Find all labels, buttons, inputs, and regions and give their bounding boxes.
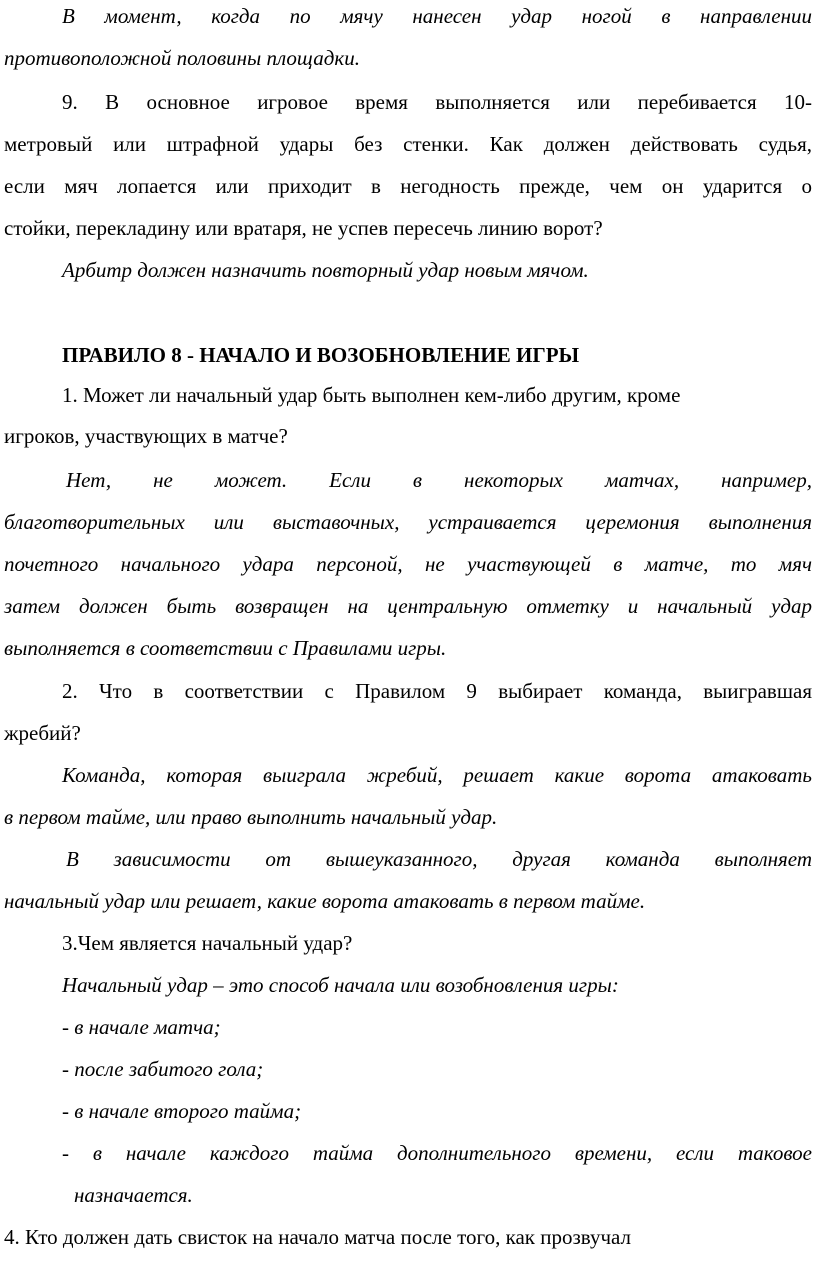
list-item: - в начале второго тайма; — [62, 1099, 302, 1123]
text-line: игроков, участвующих в матче? — [4, 424, 288, 448]
section-heading: ПРАВИЛО 8 - НАЧАЛО И ВОЗОБНОВЛЕНИЕ ИГРЫ — [62, 343, 580, 367]
text-line: противоположной половины площадки. — [4, 46, 360, 70]
text-line: начальный удар или решает, какие ворота атаковать в первом тайме. — [4, 889, 646, 913]
text-line: почетного начального удара персоной, не участвующей в матче, то мяч — [4, 552, 812, 576]
text-line: если мяч лопается или приходит в негодность прежде, чем он ударится о — [4, 174, 812, 198]
text-line: В момент, когда по мячу нанесен удар ногой в направлении — [62, 4, 812, 28]
text-line: жребий? — [4, 721, 81, 745]
text-line: метровый или штрафной удары без стенки. Как должен действовать судья, — [4, 132, 812, 156]
answer-9: Арбитр должен назначить повторный удар новым мячом. — [62, 258, 589, 282]
text-line: выполняется в соответствии с Правилами игры. — [4, 636, 447, 660]
answer-3: Начальный удар – это способ начала или возобновления игры: — [62, 973, 619, 997]
text-line: В зависимости от вышеуказанного, другая команда выполняет — [66, 847, 812, 871]
list-item: - в начале матча; — [62, 1015, 221, 1039]
list-item: - в начале каждого тайма дополнительного времени, если таковое — [62, 1141, 812, 1165]
answer-1: Нет, не может. Если в некоторых матчах, например, — [66, 468, 812, 492]
question-2: 2. Что в соответствии с Правилом 9 выбирает команда, выигравшая — [62, 679, 812, 703]
answer-2: Команда, которая выиграла жребий, решает какие ворота атаковать — [62, 763, 812, 787]
question-4: 4. Кто должен дать свисток на начало матча после того, как прозвучал — [4, 1225, 632, 1249]
question-9: 9. В основное игровое время выполняется или перебивается 10- — [62, 90, 812, 114]
question-1: 1. Может ли начальный удар быть выполнен кем-либо другим, кроме — [62, 383, 681, 407]
list-item: - после забитого гола; — [62, 1057, 264, 1081]
question-3: 3.Чем является начальный удар? — [62, 931, 353, 955]
text-line: назначается. — [74, 1183, 193, 1207]
text-line: стойки, перекладину или вратаря, не успев пересечь линию ворот? — [4, 216, 603, 240]
text-line: благотворительных или выставочных, устраивается церемония выполнения — [4, 510, 812, 534]
text-line: в первом тайме, или право выполнить начальный удар. — [4, 805, 498, 829]
text-line: затем должен быть возвращен на центральную отметку и начальный удар — [4, 594, 812, 618]
